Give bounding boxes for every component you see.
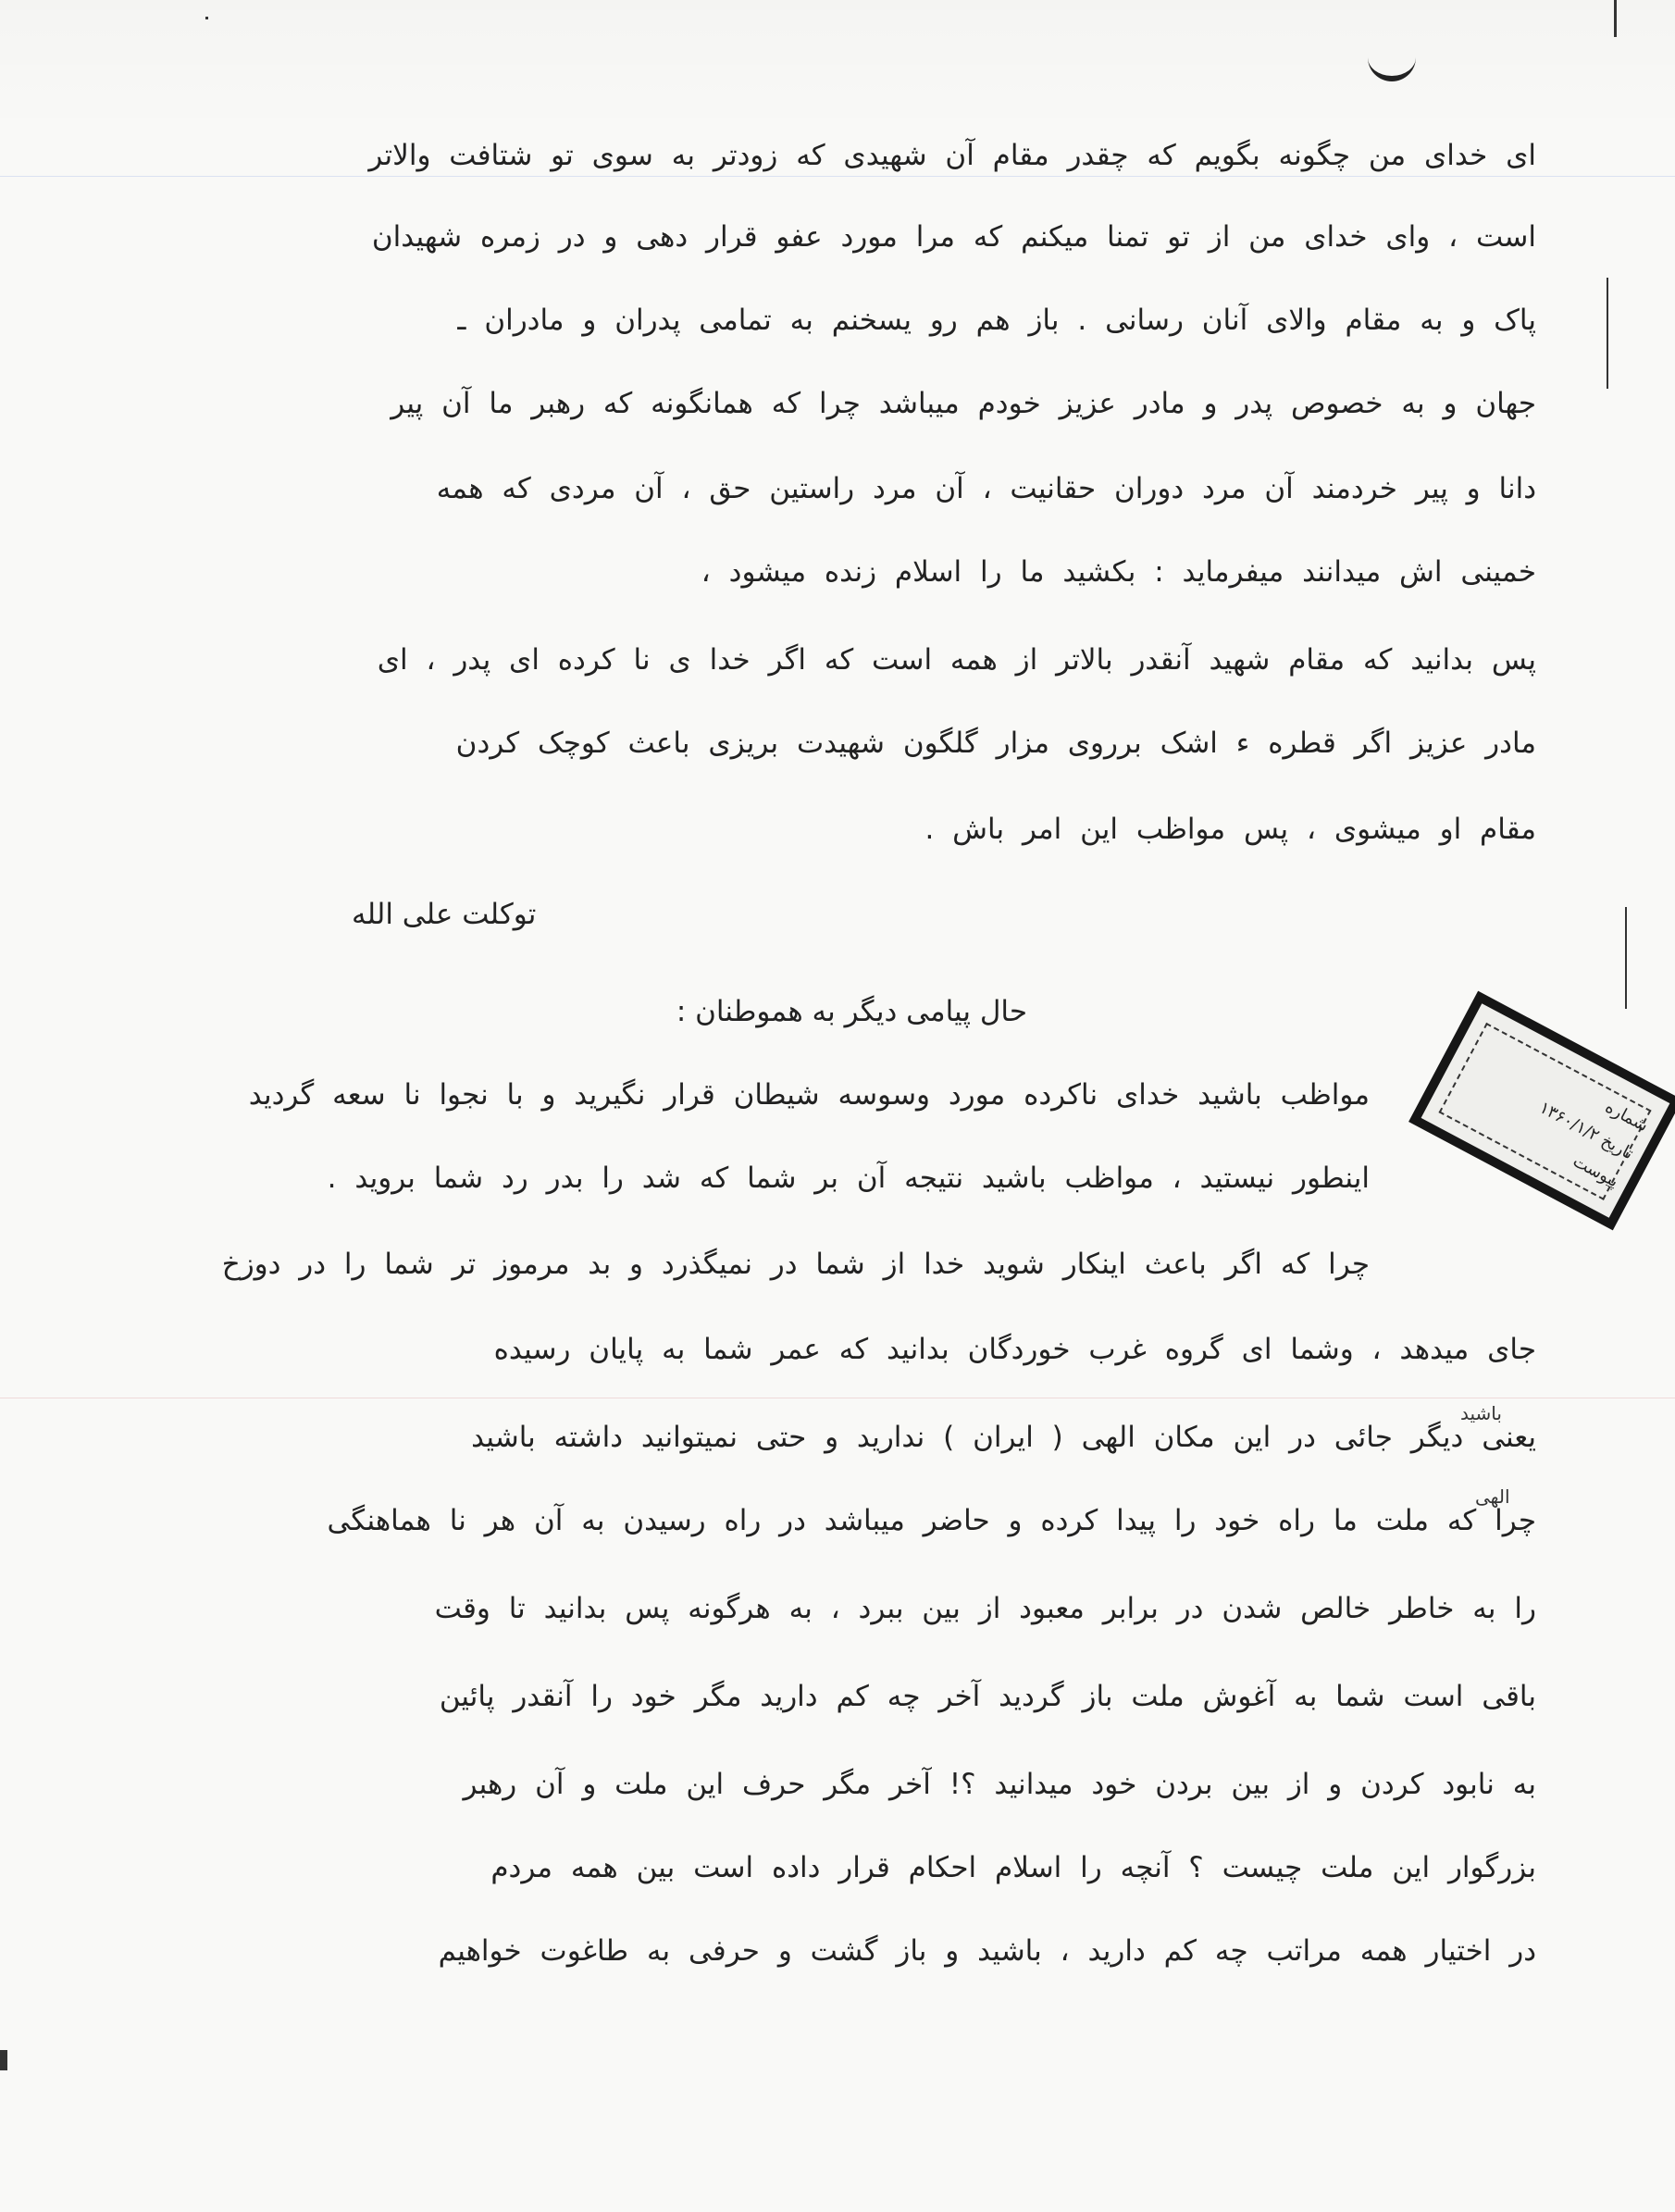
scan-mark bbox=[0, 2050, 7, 2070]
margin-note: الهی bbox=[1475, 1485, 1510, 1508]
pen-mark bbox=[1368, 48, 1416, 81]
stamp-text: تاریخ ۱۳۶۰/۱/۲ bbox=[1535, 1098, 1637, 1164]
text-line: پاک و به مقام والای آنان رسانی . باز هم رو یسخنم به تمامی پدران و مادران ـ bbox=[457, 304, 1536, 337]
stamp-text: شماره bbox=[1602, 1097, 1652, 1137]
scan-mark bbox=[1625, 907, 1627, 1009]
text-line: است ، وای خدای من از تو تمنا میکنم که مرا مورد عفو قرار دهی و در زمره شهیدان bbox=[371, 220, 1536, 254]
text-line: ای خدای من چگونه بگویم که چقدر مقام آن شهیدی که زودتر به سوی تو شتافت والاتر bbox=[368, 139, 1536, 172]
text-line: باقی است شما به آغوش ملت باز گردید آخر چه کم دارید مگر خود را آنقدر پائین bbox=[439, 1680, 1536, 1713]
text-line: بزرگوار این ملت چیست ؟ آنچه را اسلام احکام قرار داده است بین همه مردم bbox=[490, 1851, 1536, 1884]
text-line: پس بدانید که مقام شهید آنقدر بالاتر از همه است که اگر خدا ی نا کرده ای پدر ، ای bbox=[377, 643, 1536, 677]
scan-mark bbox=[205, 17, 208, 19]
text-line: اینطور نیستید ، مواظب باشید نتیجه آن بر شما که شد را بدر رد شما بروید . bbox=[327, 1162, 1370, 1195]
text-line: در اختیار همه مراتب چه کم دارید ، باشید و باز گشت و حرفی به طاغوت خواهیم bbox=[438, 1934, 1536, 1968]
text-line: مقام او میشوی ، پس مواظب این امر باش . bbox=[924, 813, 1536, 846]
text-line: چرا که اگر باعث اینکار شوید خدا از شما در نمیگذرد و بد مرموز تر شما را در دوزخ bbox=[221, 1248, 1370, 1281]
ruled-line bbox=[0, 176, 1675, 177]
text-line: به نابود کردن و از بین بردن خود میدانید ؟! آخر مگر حرف این ملت و آن رهبر bbox=[463, 1768, 1536, 1801]
text-line: جای میدهد ، وشما ای گروه غرب خوردگان بدانید که عمر شما به پایان رسیده bbox=[493, 1333, 1536, 1366]
text-line: چرا که ملت ما راه خود را پیدا کرده و حاضر میباشد در راه رسیدن به آن هر نا هماهنگی bbox=[327, 1504, 1536, 1537]
section-heading: حال پیامی دیگر به هموطنان : bbox=[676, 995, 1027, 1028]
stamp-text: پیوست bbox=[1570, 1151, 1622, 1192]
text-line: دانا و پیر خردمند آن مرد دوران حقانیت ، آن مرد راستین حق ، آن مردی که همه bbox=[436, 472, 1536, 505]
text-line: جهان و به خصوص پدر و مادر عزیز خودم میباشد چرا که همانگونه که رهبر ما آن پیر bbox=[391, 387, 1536, 420]
text-line: مادر عزیز اگر قطره ء اشک برروی مزار گلگون شهیدت بریزی باعث کوچک کردن bbox=[455, 727, 1536, 760]
scan-mark bbox=[1614, 0, 1617, 37]
text-line: یعنی دیگر جائی در این مکان الهی ( ایران ) ندارید و حتی نمیتوانید داشته باشید bbox=[471, 1421, 1536, 1454]
text-line: خمینی اش میدانند میفرماید : بکشید ما را اسلام زنده میشود ، bbox=[701, 555, 1536, 589]
text-line: را به خاطر خالص شدن در برابر معبود از بین ببرد ، به هرگونه پس بدانید تا وقت bbox=[434, 1592, 1536, 1625]
signoff: توکلت علی الله bbox=[352, 898, 537, 931]
margin-note: باشید bbox=[1460, 1402, 1502, 1424]
text-line: مواظب باشید خدای ناکرده مورد وسوسه شیطان قرار نگیرید و با نجوا نا سعه گردید bbox=[248, 1078, 1370, 1112]
official-stamp bbox=[1408, 991, 1675, 1231]
scan-mark bbox=[1607, 278, 1608, 389]
